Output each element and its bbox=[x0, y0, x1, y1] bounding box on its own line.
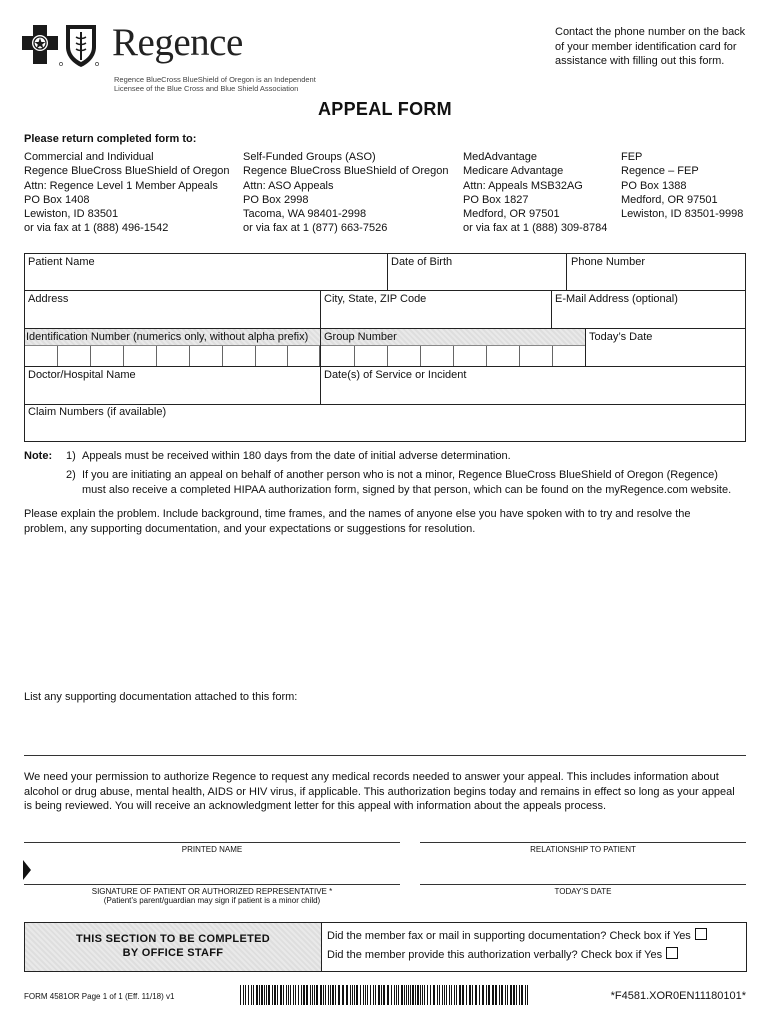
office-questions bbox=[320, 922, 747, 972]
note-label: Note: bbox=[24, 450, 53, 462]
signature-date-field[interactable] bbox=[420, 862, 746, 884]
relationship-field[interactable] bbox=[420, 820, 746, 842]
note-1: Appeals must be received within 180 days from the date of initial adverse determination. bbox=[82, 450, 511, 462]
brand-name: Regence bbox=[112, 21, 243, 64]
supporting-docs-divider bbox=[24, 755, 746, 756]
page-title: APPEAL FORM bbox=[318, 99, 452, 119]
signature-field[interactable] bbox=[24, 862, 400, 884]
supporting-docs-label: List any supporting documentation attached to this form: bbox=[24, 691, 298, 703]
dates-of-service-field[interactable]: Date(s) of Service or Incident bbox=[324, 369, 467, 381]
address-field[interactable]: Address bbox=[28, 293, 69, 305]
barcode-text: *F4581.XOR0EN11180101* bbox=[610, 990, 746, 1002]
address-commercial: Commercial and Individual Regence BlueCross BlueShield of Oregon Attn: Regence Level 1 Member Appeals PO Box 1408 Lewiston, ID 83501 or via fax at 1 (888) 496-1542 bbox=[24, 151, 230, 235]
printed-name-label: PRINTED NAME bbox=[181, 845, 243, 854]
address-aso: Self-Funded Groups (ASO) Regence BlueCross BlueShield of Oregon Attn: ASO Appeals PO Box 2998 Tacoma, WA 98401-2998 or via fax at 1 (877) 663-7526 bbox=[243, 151, 449, 235]
supporting-docs-checkbox[interactable] bbox=[695, 928, 707, 940]
todays-date-field[interactable]: Today’s Date bbox=[589, 331, 653, 343]
patient-name-field[interactable]: Patient Name bbox=[28, 256, 95, 268]
signature-date-label: TODAY’S DATE bbox=[554, 887, 612, 896]
doctor-hospital-field[interactable]: Doctor/Hospital Name bbox=[28, 369, 136, 381]
return-label: Please return completed form to: bbox=[24, 133, 197, 145]
problem-explanation-area[interactable] bbox=[24, 540, 746, 680]
blue-cross-blue-shield-icon bbox=[22, 22, 102, 68]
printed-name-field[interactable] bbox=[24, 820, 400, 842]
relationship-line bbox=[420, 842, 746, 843]
email-field[interactable]: E-Mail Address (optional) bbox=[555, 293, 678, 305]
date-of-birth-field[interactable]: Date of Birth bbox=[391, 256, 453, 268]
note-1-number: 1) bbox=[66, 450, 76, 462]
printed-name-line bbox=[24, 842, 400, 843]
form-identifier: FORM 4581OR Page 1 of 1 (Eff. 11/18) v1 bbox=[24, 992, 175, 1001]
permission-statement: We need your permission to authorize Regence to request any medical records needed to answer your appeal. This includes information about alcohol or drug abuse, mental health, AIDS or HIV virus, if applicable. This authorization begins today and remains in effect so long as your appeal is being reviewed. You will receive an acknowledgment letter for this appeal with information about the appeals process. bbox=[24, 771, 735, 812]
office-staff-section: THIS SECTION TO BE COMPLETED BY OFFICE STAFF bbox=[24, 922, 322, 972]
note-2: If you are initiating an appeal on behalf of another person who is not a minor, Regence BlueCross BlueShield of Oregon (Regence) must also receive a completed HIPAA authorization form, signed by that person, which can be found on the myRegence.com website. bbox=[82, 469, 732, 496]
explain-instructions: Please explain the problem. Include background, time frames, and the names of anyone else you have spoken with to try and resolve the problem, any supporting documentation, and your expectations or suggestions for resolution. bbox=[24, 508, 691, 535]
city-state-zip-field[interactable]: City, State, ZIP Code bbox=[324, 293, 427, 305]
supporting-docs-area[interactable] bbox=[24, 705, 746, 755]
address-medadvantage: MedAdvantage Medicare Advantage Attn: Appeals MSB32AG PO Box 1827 Medford, OR 97501 or via fax at 1 (888) 309-8784 bbox=[463, 151, 608, 235]
group-number-field[interactable]: Group Number bbox=[324, 331, 397, 343]
question-verbal-authorization: Did the member provide this authorization verbally? Check box if Yes bbox=[327, 947, 678, 961]
address-fep: FEP Regence – FEP PO Box 1388 Medford, OR 97501 Lewiston, ID 83501-9998 bbox=[621, 151, 744, 221]
verbal-authorization-checkbox[interactable] bbox=[666, 947, 678, 959]
signature-line bbox=[24, 884, 400, 885]
question-supporting-docs: Did the member fax or mail in supporting documentation? Check box if Yes bbox=[327, 928, 707, 942]
license-statement: Regence BlueCross BlueShield of Oregon is an Independent Licensee of the Blue Cross and Blue Shield Association bbox=[114, 75, 316, 93]
identification-number-field[interactable]: Identification Number (numerics only, without alpha prefix) bbox=[26, 331, 309, 343]
regence-logo bbox=[22, 22, 262, 72]
contact-instructions: Contact the phone number on the back of your member identification card for assistance with filling out this form. bbox=[555, 26, 746, 67]
note-2-number: 2) bbox=[66, 469, 76, 481]
relationship-label: RELATIONSHIP TO PATIENT bbox=[530, 845, 636, 854]
phone-number-field[interactable]: Phone Number bbox=[571, 256, 645, 268]
claim-numbers-field[interactable]: Claim Numbers (if available) bbox=[28, 406, 167, 418]
signature-label: SIGNATURE OF PATIENT OR AUTHORIZED REPRESENTATIVE * (Patient’s parent/guardian may sign if patient is a minor child) bbox=[91, 887, 333, 905]
barcode-icon bbox=[240, 985, 530, 1005]
signature-date-line bbox=[420, 884, 746, 885]
